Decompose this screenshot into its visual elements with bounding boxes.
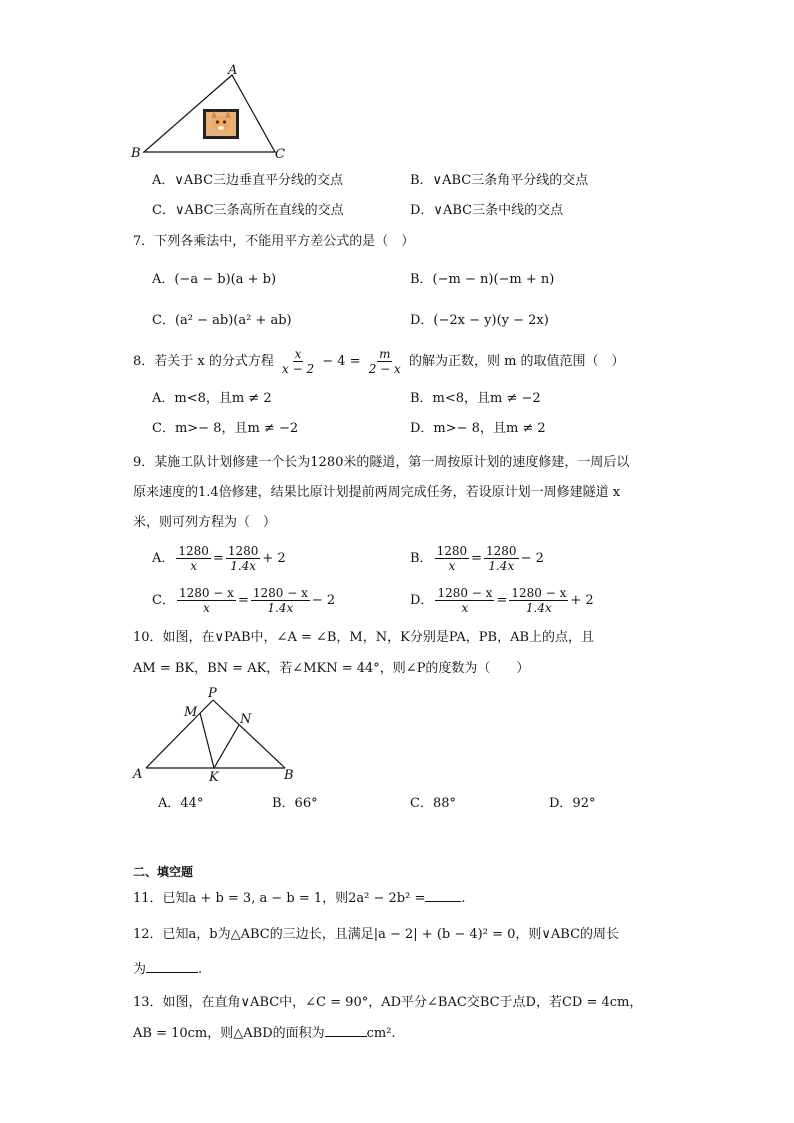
q9-stem-line3: 米，则可列方程为（ ）	[133, 515, 277, 530]
q13-line2: AB = 10cm，则△ABD的面积为 cm².	[133, 1026, 396, 1041]
label-p: P	[208, 686, 217, 701]
label-k: K	[209, 770, 219, 785]
triangle-figure	[125, 62, 295, 162]
q9-option-c: C． $\frac{1280 - x}{x}$ = $\frac{1280 - x}{1.4x}$ − 2	[152, 586, 336, 615]
q8-stem-pre: 8．若关于 x 的分式方程	[133, 354, 274, 369]
vertex-b-label: B	[131, 146, 141, 161]
label-m: M	[184, 705, 198, 720]
q6-option-b: B．∨ABC三条角平分线的交点	[410, 173, 589, 188]
label-a: A	[133, 767, 143, 782]
q10-stem-line1: 10．如图，在∨PAB中，∠A = ∠B，M，N，K分别是PA，PB，AB上的点，且	[133, 630, 595, 645]
q7-option-d: D．(−2x − y)(y − 2x)	[410, 313, 549, 328]
label-b: B	[284, 768, 294, 783]
kitten-image	[203, 109, 239, 139]
q9-stem-line1: 9．某施工队计划修建一个长为1280米的隧道，第一周按原计划的速度修建，一周后以	[133, 455, 630, 470]
q8-stem-post: 的解为正数，则 m 的取值范围（ ）	[408, 354, 625, 369]
q7-option-b: B．(−m − n)(−m + n)	[410, 272, 555, 287]
q6-option-c: C．∨ABC三条高所在直线的交点	[152, 203, 344, 218]
triangle-pab-figure	[128, 684, 308, 786]
q8-option-b: B．m<8，且m ≠ −2	[410, 391, 541, 406]
q11-answer-blank[interactable]	[425, 901, 461, 902]
q8-stem-mid: − 4 =	[322, 354, 361, 369]
q10-option-c: C．88°	[410, 796, 456, 811]
label-n: N	[240, 712, 252, 727]
q12-line1: 12．已知a，b为△ABC的三边长，且满足|a − 2| + (b − 4)² = 0，则∨ABC的周长	[133, 927, 620, 942]
q9-option-b: B． $\frac{1280}{x}$ = $\frac{1280}{1.4x}$ − 2	[410, 544, 544, 573]
q11: 11．已知a + b = 3, a − b = 1，则2a² − 2b² = .	[133, 891, 466, 906]
q8-option-a: A．m<8，且m ≠ 2	[152, 391, 272, 406]
q7-stem: 7．下列各乘法中，不能用平方差公式的是（ ）	[133, 234, 415, 249]
q9-option-d: D． $\frac{1280 - x}{x}$ = $\frac{1280 - x}{1.4x}$ + 2	[410, 586, 594, 615]
q10-stem-line2: AM = BK，BN = AK，若∠MKN = 44°，则∠P的度数为（ ）	[133, 661, 530, 676]
q6-option-a: A．∨ABC三边垂直平分线的交点	[152, 173, 344, 188]
q10-option-b: B．66°	[272, 796, 318, 811]
q13-line1: 13．如图，在直角∨ABC中，∠C = 90°，AD平分∠BAC交BC于点D，若CD = 4cm，	[133, 995, 643, 1010]
q10-option-d: D．92°	[549, 796, 596, 811]
q8-option-d: D．m>− 8，且m ≠ 2	[410, 421, 546, 436]
q8-stem	[133, 346, 625, 378]
q12-answer-blank[interactable]	[146, 972, 198, 973]
q7-option-a: A．(−a − b)(a + b)	[152, 272, 277, 287]
q8-fraction-2: $\frac{m}{2 - x}$	[368, 347, 401, 376]
vertex-a-label: A	[228, 63, 238, 78]
q13-answer-blank[interactable]	[325, 1036, 367, 1037]
q8-option-c: C．m>− 8，且m ≠ −2	[152, 421, 299, 436]
vertex-c-label: C	[275, 147, 285, 162]
q6-option-d: D．∨ABC三条中线的交点	[410, 203, 564, 218]
q10-option-a: A．44°	[158, 796, 204, 811]
q7-option-c: C．(a² − ab)(a² + ab)	[152, 313, 292, 328]
q9-stem-line2: 原来速度的1.4倍修建，结果比原计划提前两周完成任务，若设原计划一周修建隧道 x	[133, 485, 621, 500]
section-heading-fill-in: 二、填空题	[133, 865, 194, 879]
q8-fraction-1: $\frac{x}{x - 2}$	[282, 347, 315, 376]
q9-option-a: A． $\frac{1280}{x}$ = $\frac{1280}{1.4x}$ + 2	[152, 544, 286, 573]
q12-line2: 为 .	[133, 962, 203, 977]
